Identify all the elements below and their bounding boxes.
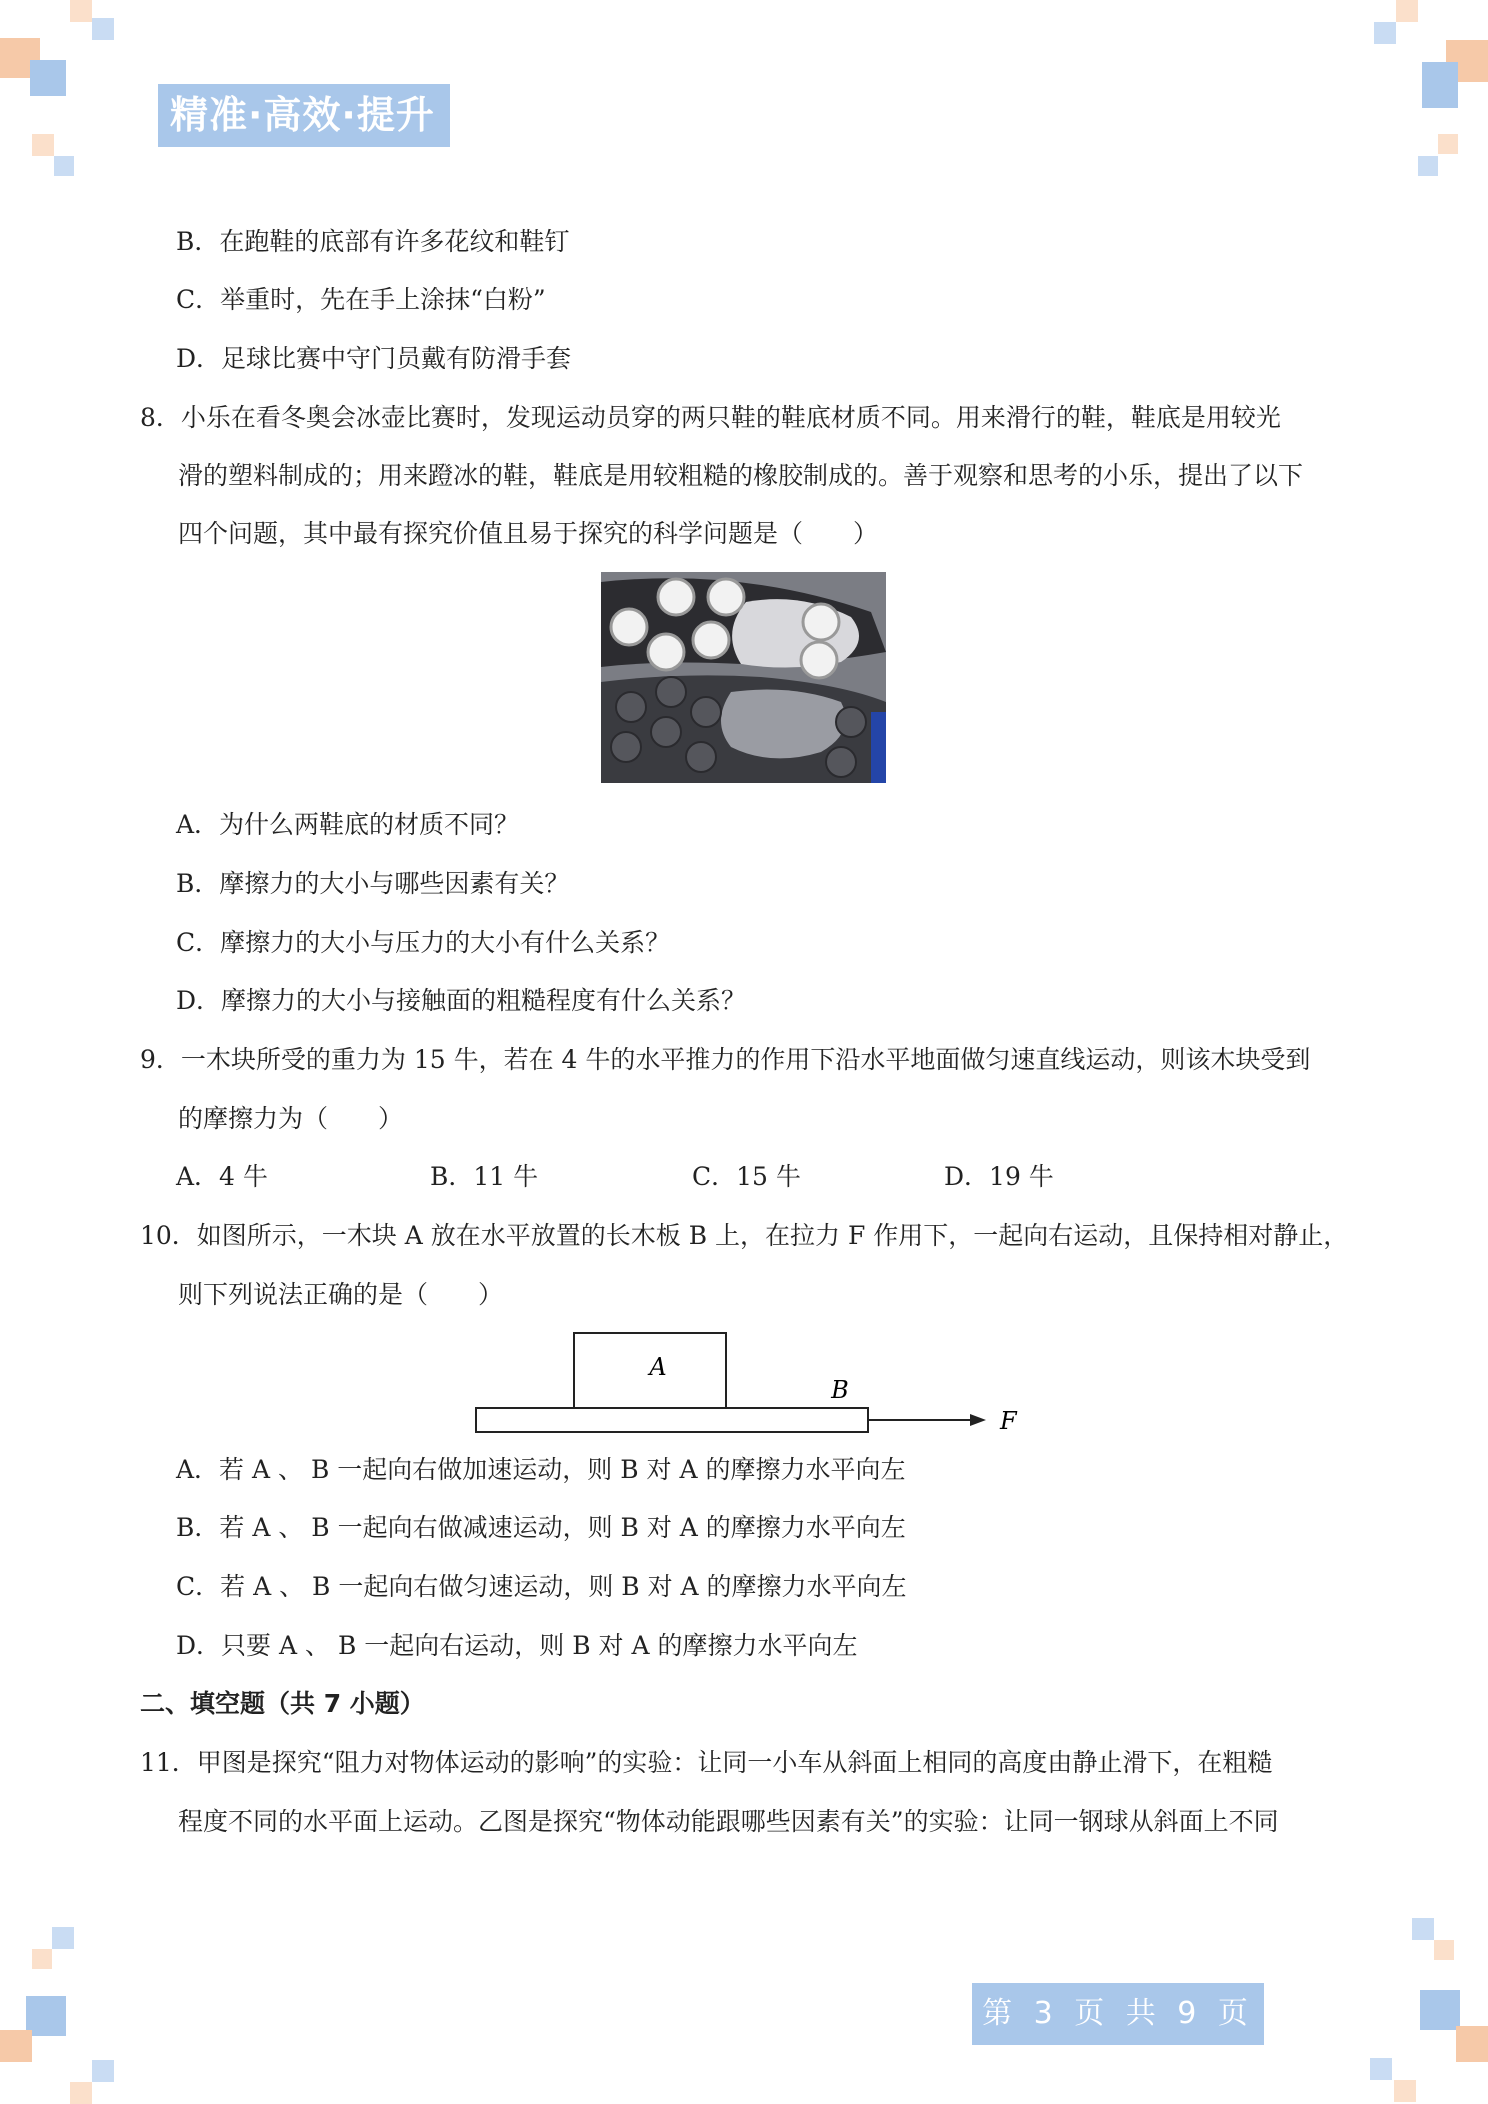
q9-option-d: D．19 牛 — [944, 1162, 1054, 1191]
q7-option-d: D．足球比赛中守门员戴有防滑手套 — [176, 344, 572, 373]
q7-option-b: B．在跑鞋的底部有许多花纹和鞋钉 — [176, 227, 570, 256]
q9-option-b: B．11 牛 — [430, 1162, 539, 1191]
page-number-badge: 第 3 页 共 9 页 — [972, 1983, 1264, 2045]
q8-option-c: C．摩擦力的大小与压力的大小有什么关系？ — [176, 928, 671, 957]
q8-option-b: B．摩擦力的大小与哪些因素有关？ — [176, 869, 570, 898]
q10-option-c: C．若 A 、 B 一起向右做匀速运动，则 B 对 A 的摩擦力水平向左 — [176, 1572, 907, 1601]
q10-stem-line2: 则下列说法正确的是（ ） — [178, 1280, 504, 1309]
q10-option-a: A．若 A 、 B 一起向右做加速运动，则 B 对 A 的摩擦力水平向左 — [176, 1455, 906, 1484]
q9-stem-line1: 9．一木块所受的重力为 15 牛，若在 4 牛的水平推力的作用下沿水平地面做匀速直线运动，则该木块受到 — [140, 1045, 1311, 1074]
q8-option-a: A．为什么两鞋底的材质不同？ — [176, 810, 520, 839]
section-title: 二、填空题（共 7 小题） — [140, 1689, 425, 1718]
board-b-label: B — [831, 1376, 849, 1404]
block-on-board-diagram — [470, 1325, 1030, 1435]
q9-stem-line2: 的摩擦力为（ ） — [178, 1104, 404, 1133]
q10-option-b: B．若 A 、 B 一起向右做减速运动，则 B 对 A 的摩擦力水平向左 — [176, 1513, 906, 1542]
q7-option-c: C．举重时，先在手上涂抹“白粉” — [176, 285, 546, 314]
q10-option-d: D．只要 A 、 B 一起向右运动，则 B 对 A 的摩擦力水平向左 — [176, 1631, 858, 1660]
block-a-label: A — [649, 1353, 667, 1381]
shoe-soles-photo — [601, 572, 886, 783]
q9-option-c: C．15 牛 — [692, 1162, 801, 1191]
q8-stem-line1: 8．小乐在看冬奥会冰壶比赛时，发现运动员穿的两只鞋的鞋底材质不同。用来滑行的鞋，鞋底是用较光 — [140, 403, 1281, 432]
q11-stem-line2: 程度不同的水平面上运动。乙图是探究“物体动能跟哪些因素有关”的实验：让同一钢球从斜面上不同 — [178, 1807, 1279, 1836]
q10-stem-line1: 10．如图所示，一木块 A 放在水平放置的长木板 B 上，在拉力 F 作用下，一起向右运动，且保持相对静止， — [140, 1221, 1349, 1250]
q11-stem-line1: 11．甲图是探究“阻力对物体运动的影响”的实验：让同一小车从斜面上相同的高度由静止滑下，在粗糙 — [140, 1748, 1273, 1777]
q8-stem-line3: 四个问题，其中最有探究价值且易于探究的科学问题是（ ） — [178, 519, 879, 548]
board-b — [476, 1408, 868, 1432]
q8-option-d: D．摩擦力的大小与接触面的粗糙程度有什么关系？ — [176, 986, 747, 1015]
q8-stem-line2: 滑的塑料制成的；用来蹬冰的鞋，鞋底是用较粗糙的橡胶制成的。善于观察和思考的小乐，提出了以下 — [178, 461, 1304, 490]
force-f-label: F — [1000, 1407, 1017, 1435]
q9-option-a: A．4 牛 — [176, 1162, 268, 1191]
header-badge: 精准·高效·提升 — [158, 84, 450, 147]
